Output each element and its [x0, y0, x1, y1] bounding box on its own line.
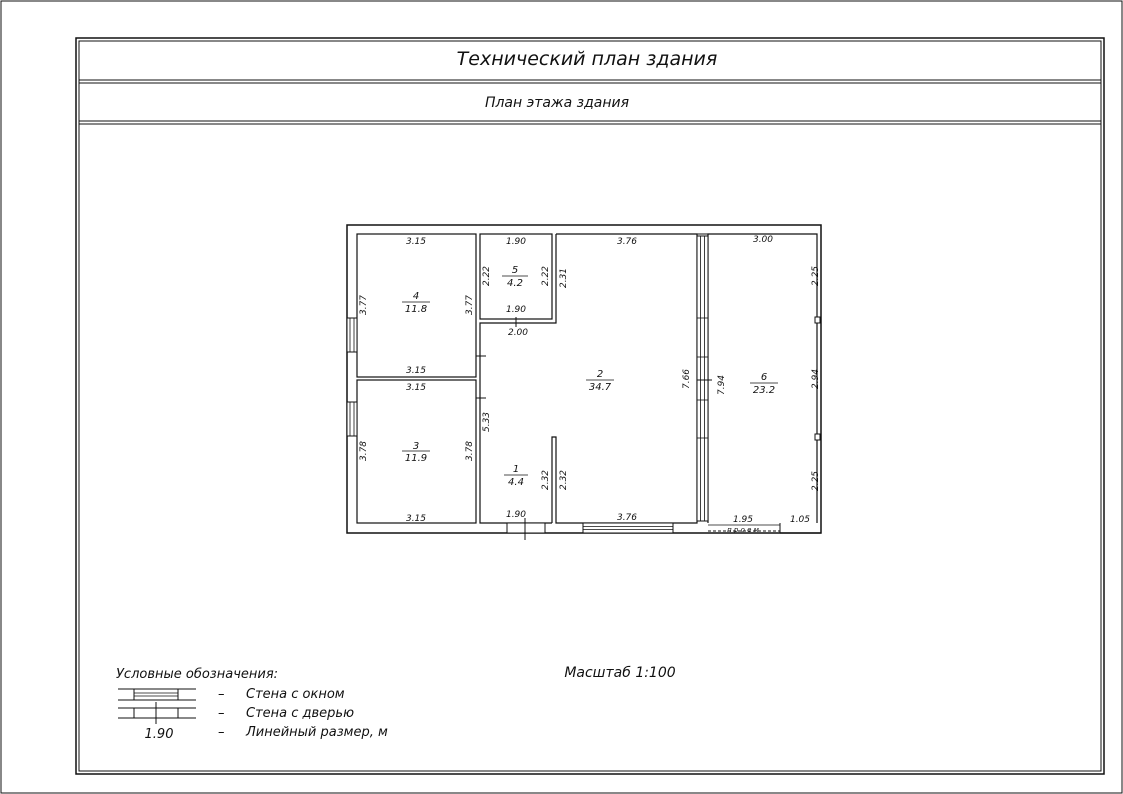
dim-r6-right-mid: 2.94	[811, 368, 821, 390]
legend-door-label: Стена с дверью	[246, 706, 355, 721]
legend-dash-3: –	[218, 725, 225, 740]
dim-r4-left: 3.77	[359, 294, 369, 316]
window-wall-2-6	[697, 236, 708, 521]
legend-dash-1: –	[218, 687, 225, 702]
dim-r6-bottom-b: 1.05	[789, 515, 811, 525]
dim-r6-top: 3.00	[752, 235, 774, 245]
floor-plan	[347, 225, 821, 540]
opening-label: п р о е м	[727, 526, 759, 534]
dim-r3-left: 3.78	[359, 440, 369, 462]
room-5-area: 4.2	[507, 278, 523, 289]
room-2-number: 2	[596, 369, 604, 380]
dim-r4-top: 3.15	[405, 237, 427, 247]
dim-r3-top: 3.15	[405, 383, 427, 393]
room-4-area: 11.8	[404, 304, 428, 315]
dim-r2-top: 3.76	[616, 237, 638, 247]
page-title: Технический план здания	[456, 48, 718, 70]
room-3-area: 11.9	[404, 453, 428, 464]
dim-r2-left-upper: 2.31	[559, 267, 569, 289]
dim-r5-below: 2.00	[507, 328, 529, 338]
dim-r6-left: 7.94	[717, 374, 727, 396]
legend	[116, 667, 388, 742]
window-room-3	[347, 402, 357, 436]
legend-window-symbol	[118, 689, 196, 700]
entrance-door	[507, 518, 545, 540]
window-room-2-bottom	[583, 523, 673, 533]
dim-r5-right: 2.22	[541, 265, 551, 287]
room-3-number: 3	[412, 441, 420, 452]
room-1-number: 1	[512, 464, 520, 475]
legend-title: Условные обозначения:	[116, 667, 279, 682]
frame-inner	[79, 41, 1101, 771]
room-6-number: 6	[760, 372, 768, 383]
room-1-area: 4.4	[508, 477, 524, 488]
dim-r6-right-bot: 2.25	[811, 470, 821, 492]
dim-r1-bottom: 1.90	[505, 510, 527, 520]
dim-r3-bottom: 3.15	[405, 514, 427, 524]
dim-r1-left: 5.33	[482, 411, 492, 433]
dim-r6-right-top: 2.25	[811, 265, 821, 287]
dim-r6-bottom-a: 1.95	[732, 515, 754, 525]
room-4-number: 4	[412, 291, 420, 302]
room-5-number: 5	[511, 265, 519, 276]
post-lower	[815, 434, 820, 440]
dim-r5-left: 2.22	[482, 265, 492, 287]
dim-r5-bottom: 1.90	[505, 305, 527, 315]
frame-outer	[76, 38, 1104, 774]
dim-r3-right: 3.78	[465, 440, 475, 462]
dim-r2-bottom: 3.76	[616, 513, 638, 523]
dim-r5-top: 1.90	[505, 237, 527, 247]
scale-label: Масштаб 1:100	[564, 665, 676, 681]
room-2-walls	[552, 234, 697, 523]
legend-dimension-sample: 1.90	[144, 727, 174, 742]
legend-window-label: Стена с окном	[246, 687, 345, 702]
dim-r4-bottom: 3.15	[405, 366, 427, 376]
legend-dimension-label: Линейный размер, м	[246, 725, 388, 740]
dim-r2-right: 7.66	[682, 368, 692, 390]
dim-r4-right: 3.77	[465, 294, 475, 316]
page-subtitle: План этажа здания	[484, 95, 630, 111]
room-6-area: 23.2	[752, 385, 776, 396]
outer-wall	[347, 225, 821, 533]
dim-r1-right-b: 2.32	[559, 469, 569, 491]
dim-r1-right-a: 2.32	[541, 469, 551, 491]
legend-door-symbol	[118, 702, 196, 724]
legend-dash-2: –	[218, 706, 225, 721]
room-2-area: 34.7	[588, 382, 612, 393]
post-upper	[815, 317, 820, 323]
window-room-4	[347, 318, 357, 352]
